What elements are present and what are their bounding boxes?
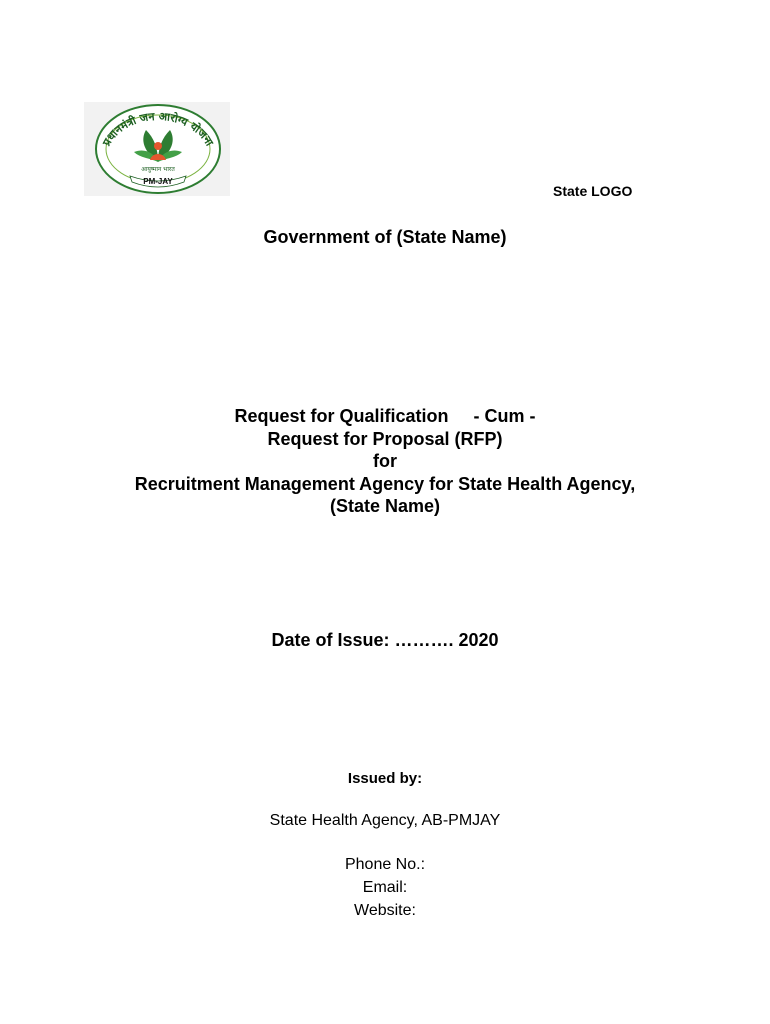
pmjay-logo (84, 102, 230, 196)
rfp-line-state-name: (State Name) (329, 496, 441, 516)
logo-brand-text: PM-JAY (143, 177, 173, 186)
logo-ring-text: प्रधानमंत्री जन आरोग्य योजना (100, 109, 216, 149)
rfp-line-proposal: Request for Proposal (RFP) (267, 428, 503, 449)
rfp-title-block (0, 405, 770, 518)
rfp-line-qualification: Request for Qualification - Cum - (234, 406, 536, 426)
government-title: Government of (State Name) (263, 227, 507, 247)
logo-sub-text: आयुष्मान भारत (141, 166, 175, 173)
email-label: Email: (362, 879, 408, 896)
date-of-issue: Date of Issue: ………. 2020 (271, 630, 499, 650)
pmjay-emblem-icon (84, 102, 230, 196)
issued-by-label: Issued by: (347, 770, 423, 787)
phone-label: Phone No.: (344, 856, 426, 873)
rfp-line-for: for (373, 451, 397, 471)
rfp-line-agency: Recruitment Management Agency for State Health Agency, (134, 473, 636, 494)
website-label: Website: (354, 902, 416, 919)
issuer-name: State Health Agency, AB-PMJAY (269, 812, 501, 829)
state-logo-placeholder: State LOGO (553, 183, 633, 199)
contact-block (0, 853, 770, 922)
